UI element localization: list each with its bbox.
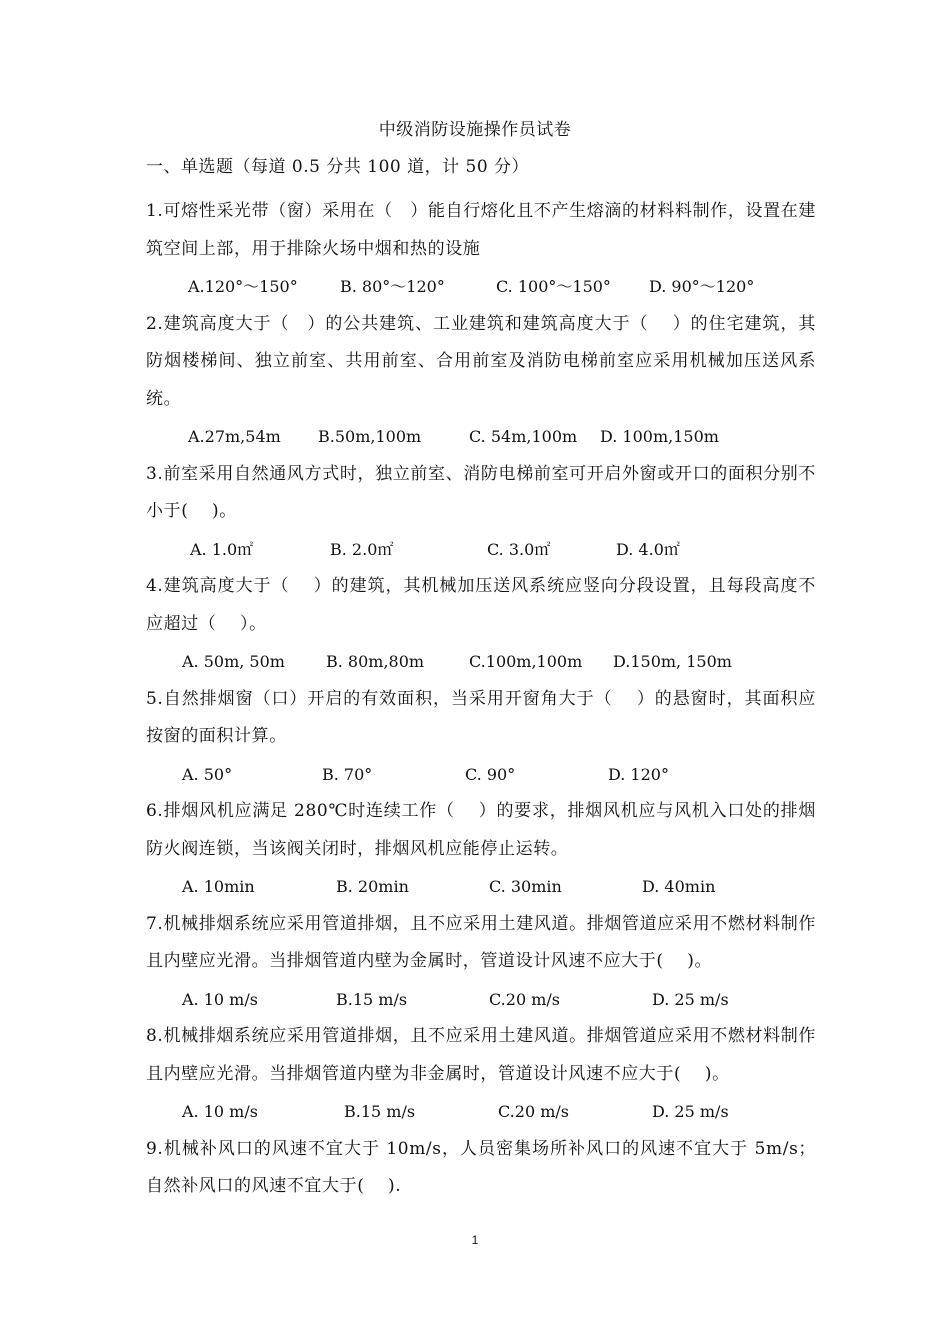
section-heading: 一、单选题（每道 0.5 分共 100 道，计 50 分）	[146, 157, 530, 177]
question-text: 6.排烟风机应满足 280℃时连续工作（ ）的要求，排烟风机应与风机入口处的排烟防火阀连锁，当该阀关闭时，排烟风机应能停止运转。	[146, 801, 816, 859]
question-text: 5.自然排烟窗（口）开启的有效面积，当采用开窗角大于（ ）的悬窗时，其面积应按窗的面积计算。	[146, 688, 816, 746]
option-d: D. 100m,150m	[600, 427, 719, 446]
option-c: C.100m,100m	[469, 652, 583, 671]
question-text: 3.前室采用自然通风方式时，独立前室、消防电梯前室可开启外窗或开口的面积分别不小于( )。	[146, 463, 816, 521]
option-b: B.50m,100m	[318, 427, 422, 446]
option-d: D. 40min	[642, 877, 716, 896]
option-a: A. 50°	[182, 764, 233, 784]
question-text: 1.可熔性采光带（窗）采用在（ ）能自行熔化且不产生熔滴的材料料制作，设置在建筑空间上部，用于排除火场中烟和热的设施	[146, 201, 816, 259]
option-b: B.15 m/s	[336, 989, 408, 1009]
option-a: A. 1.0㎡	[190, 539, 254, 559]
question-item	[146, 681, 816, 794]
question-item	[146, 568, 816, 681]
option-c: C. 54m,100m	[469, 427, 578, 446]
option-d: D. 25 m/s	[652, 1102, 729, 1121]
option-a: A. 10 m/s	[182, 1102, 258, 1121]
option-b: B. 70°	[322, 764, 373, 784]
option-b: B.15 m/s	[344, 1102, 416, 1121]
option-d: D. 4.0㎡	[616, 539, 680, 559]
option-d: D. 25 m/s	[652, 989, 729, 1009]
option-d: D.150m, 150m	[613, 652, 732, 671]
option-a: A.27m,54m	[188, 427, 281, 446]
option-a: A. 50m, 50m	[182, 652, 285, 671]
exam-title: 中级消防设施操作员试卷	[378, 120, 572, 140]
option-row	[146, 868, 816, 906]
option-c: C.20 m/s	[498, 1102, 569, 1121]
option-b: B. 80m,80m	[326, 652, 425, 671]
option-row	[146, 268, 816, 306]
option-a: A.120°～150°	[188, 277, 298, 296]
option-c: C. 3.0㎡	[487, 539, 551, 559]
option-row	[146, 418, 816, 456]
question-text: 2.建筑高度大于（ ）的公共建筑、工业建筑和建筑高度大于（ ）的住宅建筑，其防烟楼梯间、独立前室、共用前室、合用前室及消防电梯前室应采用机械加压送风系统。	[146, 313, 816, 409]
option-a: A. 10 m/s	[182, 989, 258, 1009]
question-item	[146, 1018, 816, 1131]
option-a: A. 10min	[182, 877, 255, 896]
question-text: 4.建筑高度大于（ ）的建筑，其机械加压送风系统应竖向分段设置，且每段高度不应超过（ ）。	[146, 576, 816, 634]
option-c: C. 30min	[489, 877, 562, 896]
option-d: D. 120°	[608, 764, 669, 784]
option-c: C.20 m/s	[489, 989, 560, 1009]
option-c: C. 90°	[465, 764, 516, 784]
option-b: B. 20min	[336, 877, 409, 896]
question-text: 7.机械排烟系统应采用管道排烟，且不应采用土建风道。排烟管道应采用不燃材料制作且内壁应光滑。当排烟管道内壁为金属时，管道设计风速不应大于( )。	[146, 913, 816, 971]
option-row	[146, 1093, 816, 1131]
option-d: D. 90°～120°	[649, 277, 755, 296]
question-text: 9.机械补风口的风速不宜大于 10m/s，人员密集场所补风口的风速不宜大于 5m/s；自然补风口的风速不宜大于( ).	[146, 1138, 816, 1196]
option-b: B. 2.0㎡	[330, 539, 394, 559]
option-c: C. 100°～150°	[496, 277, 611, 296]
option-row	[146, 756, 816, 794]
option-b: B. 80°～120°	[340, 277, 445, 296]
option-row	[146, 981, 816, 1019]
question-list	[146, 193, 816, 1206]
page-number: 1	[471, 1233, 479, 1247]
option-row	[146, 643, 816, 681]
question-item	[146, 306, 816, 456]
question-text: 8.机械排烟系统应采用管道排烟，且不应采用土建风道。排烟管道应采用不燃材料制作且内壁应光滑。当排烟管道内壁为非金属时，管道设计风速不应大于( )。	[146, 1026, 816, 1084]
question-item	[146, 193, 816, 306]
question-item	[146, 456, 816, 569]
option-row	[146, 531, 816, 569]
question-item	[146, 906, 816, 1019]
question-item	[146, 1131, 816, 1206]
question-item	[146, 793, 816, 906]
